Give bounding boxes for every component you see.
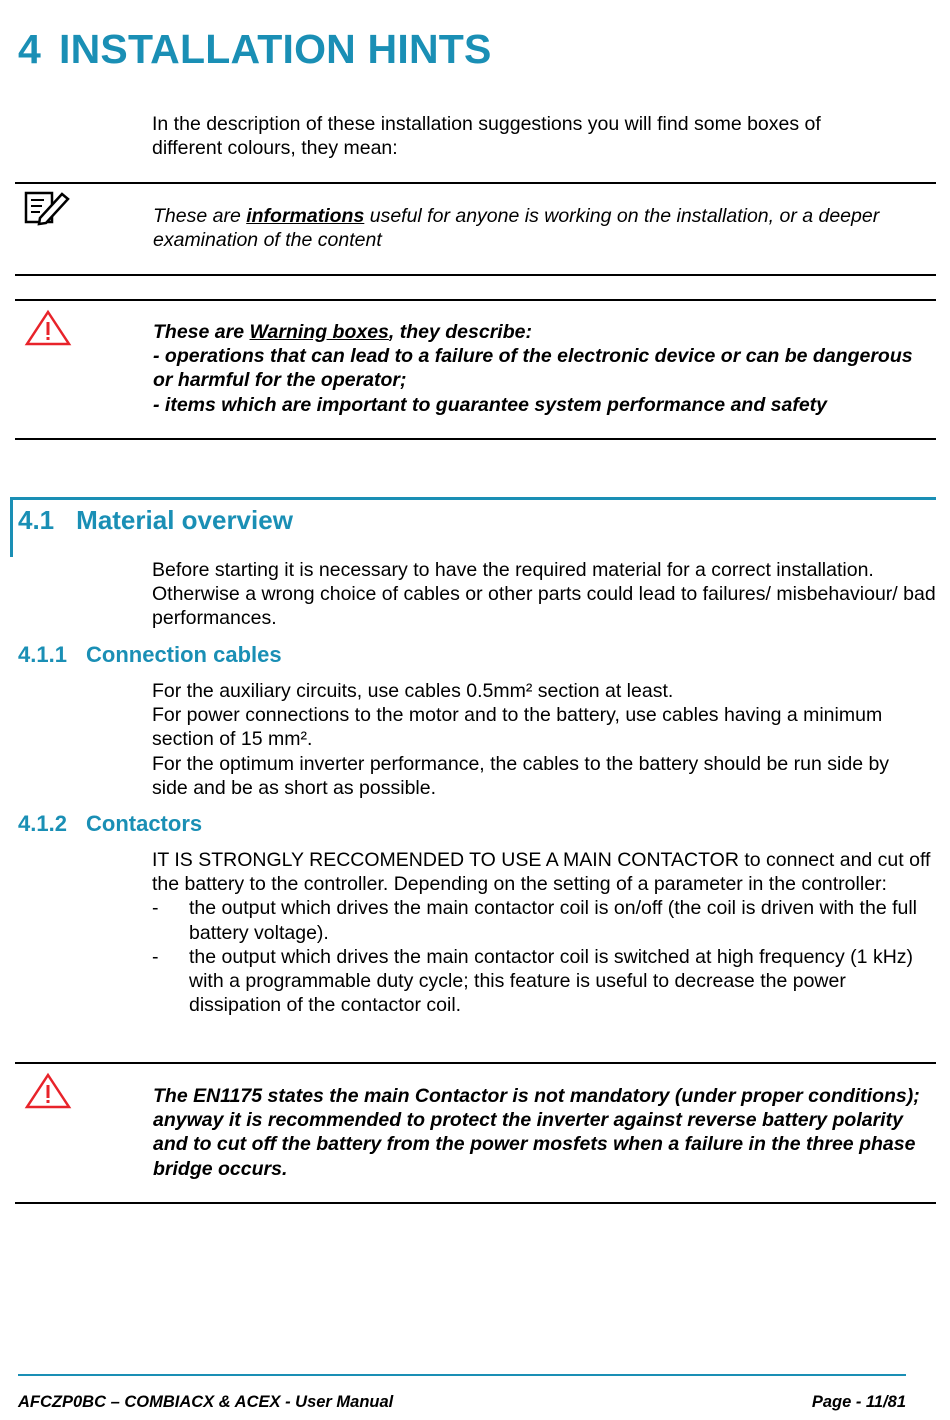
- subsection-heading-contactors: [18, 811, 202, 837]
- warning-box-2-text: The EN1175 states the main Contactor is not mandatory (under proper conditions); anyway it is recommended to protect the inverter against reverse battery polarity and to cut off the battery from the power mosfets when a failure in the three phase bridge occurs.: [153, 1085, 920, 1180]
- info-box-text: [153, 204, 938, 252]
- intro-paragraph: In the description of these installation suggestions you will find some boxes of different colours, they mean:: [152, 113, 821, 160]
- info-box-bottom-rule: [15, 274, 936, 276]
- list-item-text: the output which drives the main contactor coil is on/off (the coil is driven with the full battery voltage).: [189, 897, 918, 944]
- info-text-post: useful for anyone is working on the installation, or a deeper examination of the content: [153, 205, 880, 252]
- info-box-top-rule: [15, 182, 936, 184]
- footer-document-title: AFCZP0BC – COMBIACX & ACEX - User Manual: [18, 1393, 394, 1411]
- cables-text: [152, 679, 927, 800]
- subsection-title: Contactors: [86, 811, 203, 836]
- chapter-title: [18, 26, 492, 73]
- warning-box-2-bottom-rule: [15, 1202, 936, 1204]
- list-item-text: the output which drives the main contactor coil is switched at high frequency (1 kHz) with a programmable duty cycle; this feature is useful to decrease the power dissipation of the contactor coil.: [189, 945, 914, 1017]
- warning-1-pre: These are: [153, 321, 250, 343]
- warning-triangle-icon: [24, 1072, 72, 1110]
- cables-paragraph-1: For the auxiliary circuits, use cables 0.5mm² section at least.: [152, 680, 674, 702]
- subsection-title: Connection cables: [86, 642, 282, 667]
- warning-box-1-text: [153, 320, 913, 417]
- contactors-text: [152, 848, 937, 1017]
- cables-paragraph-3: For the optimum inverter performance, the cables to the battery should be run side by side and be as short as possible.: [152, 752, 890, 799]
- warning-1-post: , they describe:: [388, 321, 532, 343]
- warning-1-emphasis: Warning boxes: [249, 321, 389, 343]
- warning-box-1-bottom-rule: [15, 438, 936, 440]
- list-item: [152, 945, 919, 1018]
- list-dash: -: [152, 897, 159, 920]
- chapter-number: 4: [18, 26, 42, 72]
- warning-box-2-top-rule: [15, 1062, 936, 1064]
- warning-1-line-1: [153, 320, 913, 344]
- warning-1-line-2: - operations that can lead to a failure of the electronic device or can be dangerous or harmful for the operator;: [153, 345, 913, 392]
- info-text-emphasis: informations: [246, 205, 365, 227]
- warning-1-line-3: - items which are important to guarantee system performance and safety: [153, 393, 828, 416]
- list-dash: -: [152, 945, 159, 968]
- section-number: 4.1: [18, 505, 55, 535]
- note-pencil-icon: [24, 190, 70, 226]
- subsection-number: 4.1.1: [18, 642, 67, 667]
- section-heading: [18, 505, 293, 536]
- subsection-heading-cables: [18, 642, 282, 668]
- section-paragraph: Before starting it is necessary to have the required material for a correct installation. Otherwise a wrong choice of cables or other parts could lead to failures/ misbehaviour/ bad performances.: [152, 559, 936, 630]
- list-item: [152, 896, 919, 944]
- footer-page-number: Page - 11/81: [811, 1393, 906, 1411]
- warning-box-1-top-rule: [15, 299, 936, 301]
- contactors-paragraph: IT IS STRONGLY RECCOMENDED TO USE A MAIN CONTACTOR to connect and cut off the battery to the controller. Depending on the setting of a parameter in the controller:: [152, 849, 931, 896]
- warning-triangle-icon: [24, 309, 72, 347]
- section-heading-bar: [10, 497, 936, 500]
- section-title: Material overview: [76, 505, 293, 535]
- footer-rule: [18, 1374, 906, 1376]
- cables-paragraph-2: For power connections to the motor and to the battery, use cables having a minimum section of 15 mm².: [152, 704, 883, 751]
- chapter-title-text: INSTALLATION HINTS: [59, 26, 492, 72]
- section-heading-side-bar: [10, 497, 13, 557]
- info-text-pre: These are: [153, 205, 247, 227]
- subsection-number: 4.1.2: [18, 811, 67, 836]
